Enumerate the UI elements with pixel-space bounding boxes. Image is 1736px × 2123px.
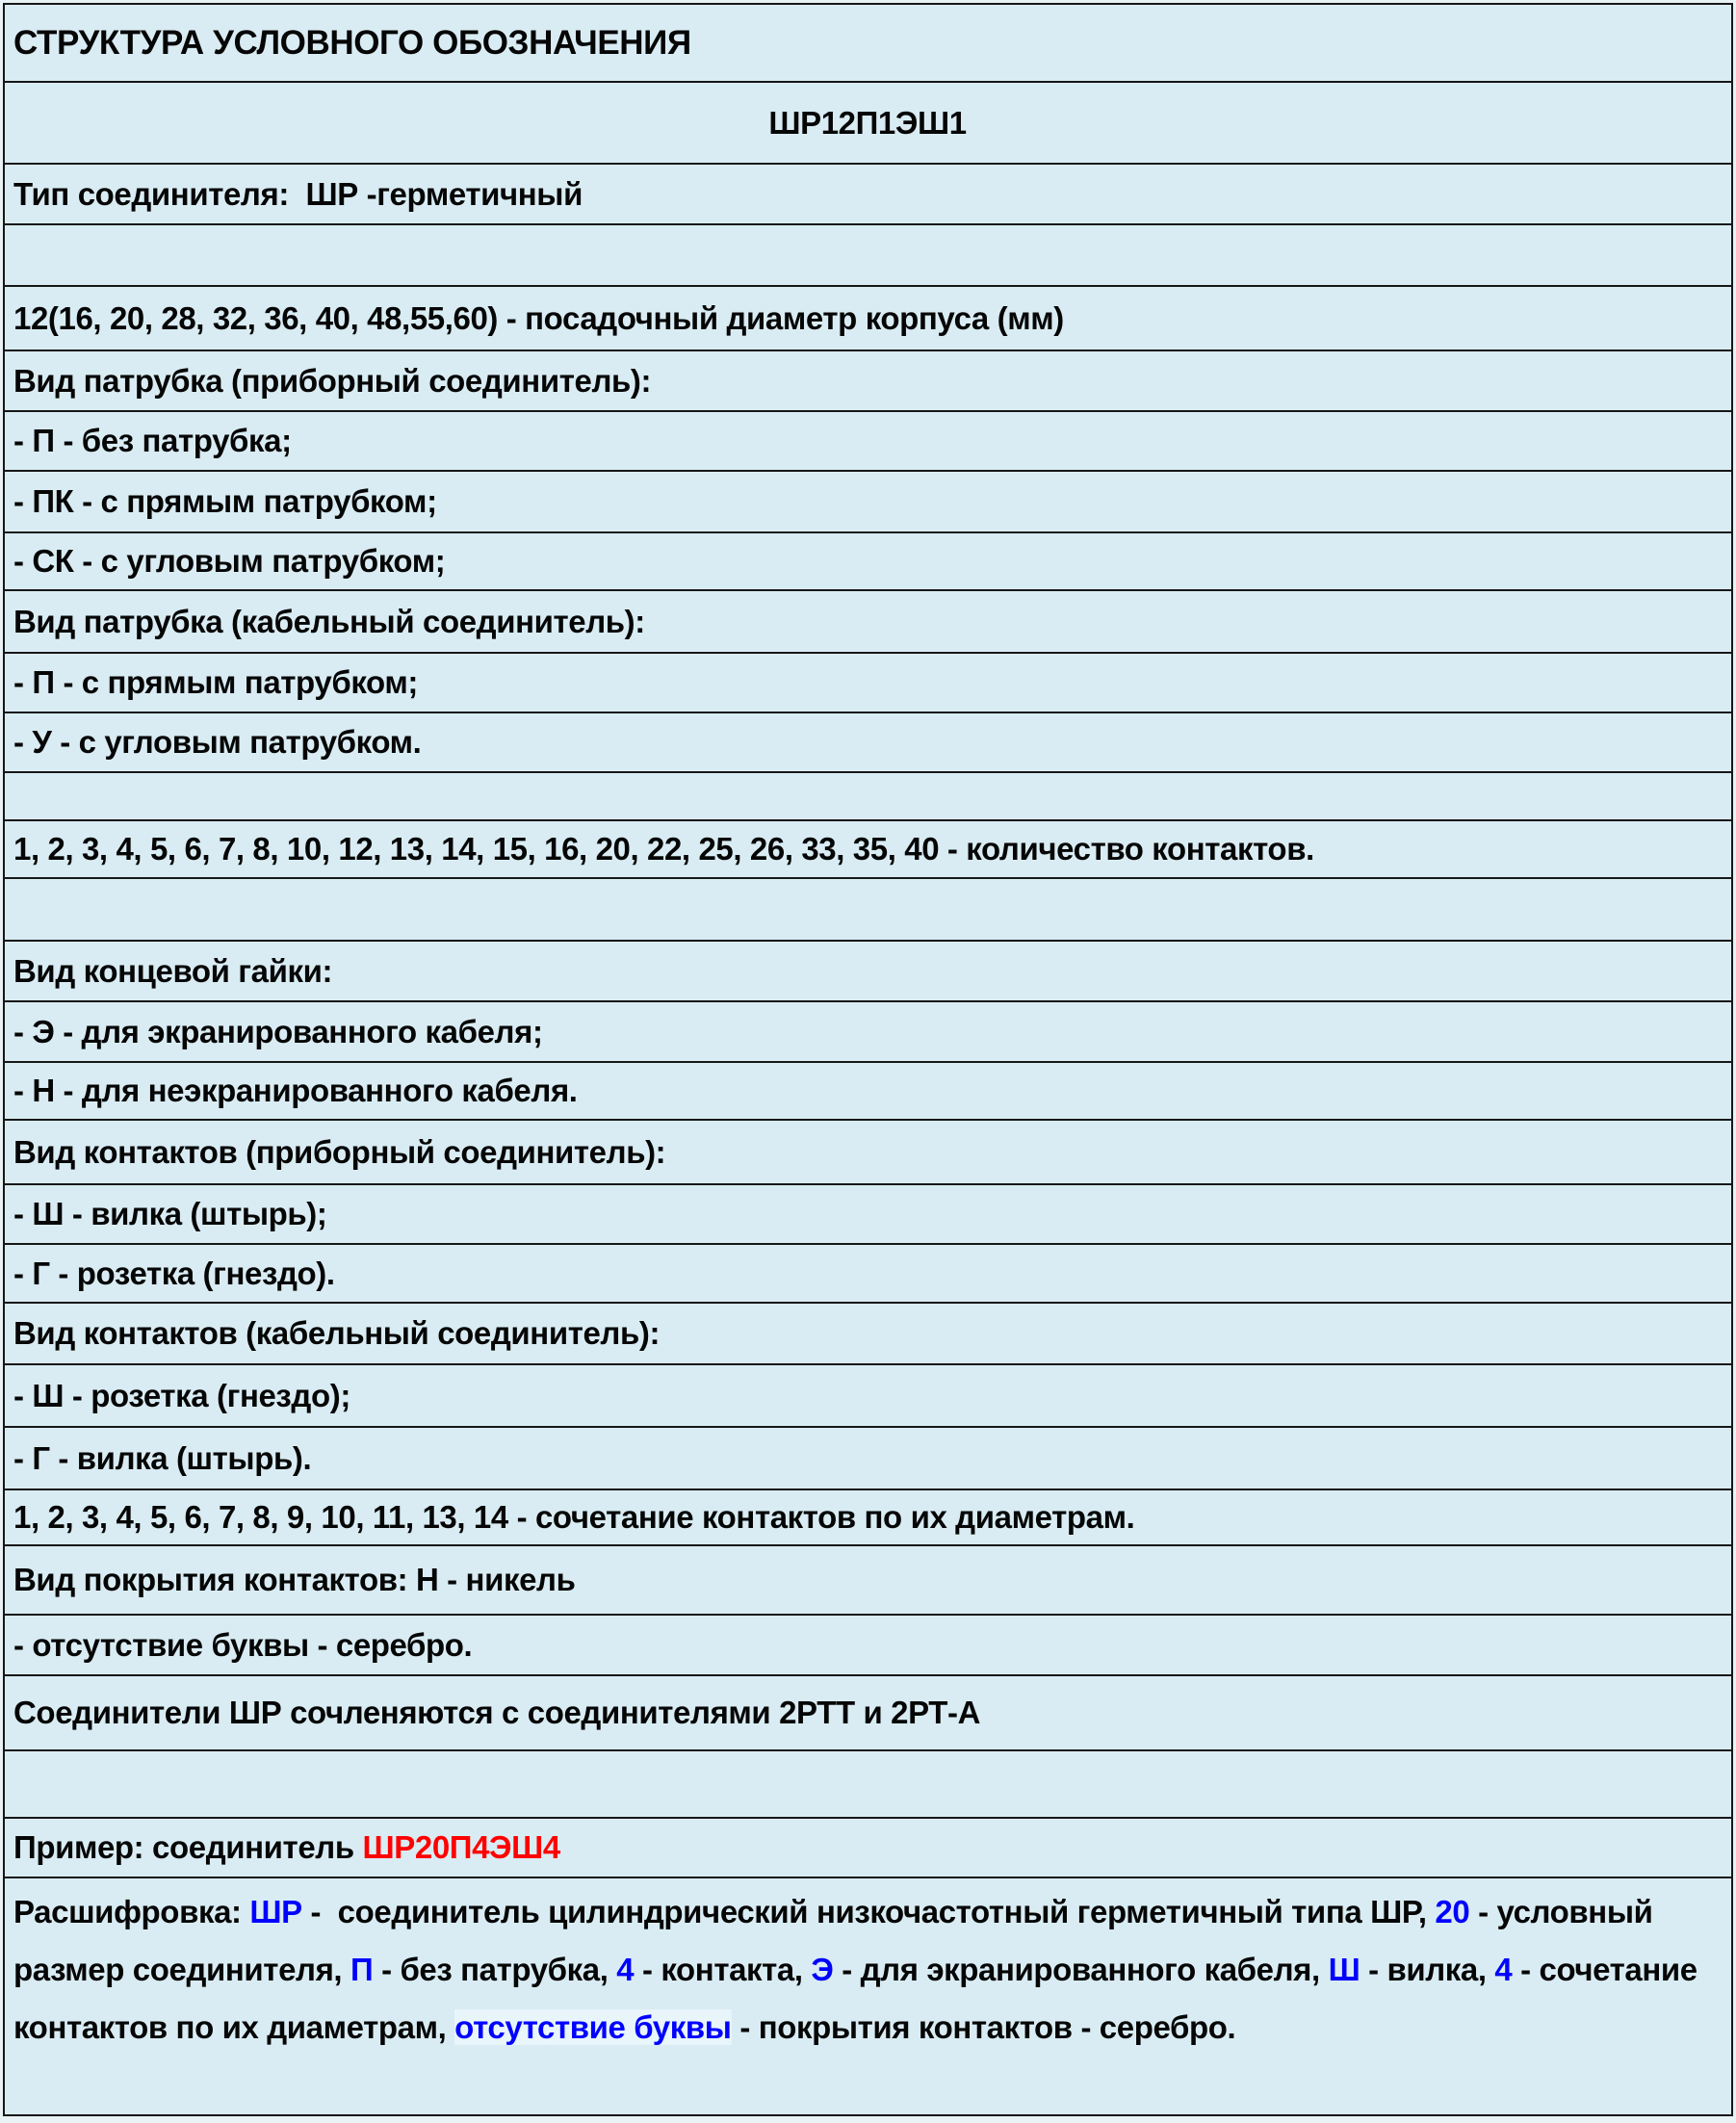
row-text-segment: отсутствие буквы	[454, 2009, 732, 2045]
contacts-type-cable-header-row	[5, 1304, 1731, 1365]
spacer-row	[5, 225, 1731, 287]
end-nut-header-row	[5, 942, 1731, 1002]
pipe-option-p-row	[5, 412, 1731, 472]
row-text-segment: ШР20П4ЭШ4	[362, 1829, 560, 1865]
row-text-segment: - условный размер соединителя,	[13, 1894, 1662, 1987]
plating-absence-row	[5, 1616, 1731, 1676]
pipe-type-instrument-header-row	[5, 351, 1731, 412]
row-text-segment: 4	[1494, 1952, 1513, 1987]
row-text-segment: Вид патрубка (кабельный соединитель):	[13, 603, 645, 639]
row-text-segment: Вид покрытия контактов: Н - никель	[13, 1562, 576, 1597]
spacer-row	[5, 1751, 1731, 1819]
row-text-segment: - отсутствие буквы - серебро.	[13, 1626, 473, 1663]
row-text-segment: - Г - розетка (гнездо).	[13, 1255, 335, 1291]
end-nut-option-n-row	[5, 1063, 1731, 1121]
designation-code-row	[5, 83, 1731, 165]
end-nut-option-e-row	[5, 1002, 1731, 1063]
spacer-row	[5, 773, 1731, 821]
row-text-segment: - Ш - розетка (гнездо);	[13, 1377, 350, 1413]
row-text-segment: 4	[616, 1952, 635, 1987]
pipe-option-sk-row	[5, 533, 1731, 591]
contact-count-row	[5, 821, 1731, 879]
contact-combination-row	[5, 1490, 1731, 1546]
row-text-segment: Вид патрубка (приборный соединитель):	[13, 362, 652, 399]
pipe-type-cable-header-row	[5, 591, 1731, 654]
row-text-segment: - соединитель цилиндрический низкочастотный герметичный типа ШР,	[301, 1894, 1436, 1929]
row-text-segment: - ПК - с прямым патрубком;	[13, 483, 437, 519]
row-text-segment: 12(16, 20, 28, 32, 36, 40, 48,55,60) - посадочный диаметр корпуса (мм)	[13, 299, 1064, 336]
row-text-segment: - контакта,	[634, 1952, 812, 1987]
row-text-segment: - сочетание контактов по их диаметрам,	[13, 1952, 1706, 2045]
row-text-segment: - без патрубка,	[373, 1952, 617, 1987]
contacts-type-instrument-header-row	[5, 1121, 1731, 1185]
row-text-segment: Э	[811, 1952, 834, 1987]
row-text-segment: - Ш - вилка (штырь);	[13, 1196, 327, 1231]
row-text-segment: Вид контактов (кабельный соединитель):	[13, 1315, 661, 1351]
row-text-segment: - Н - для неэкранированного кабеля.	[13, 1073, 578, 1108]
row-text-segment: 1, 2, 3, 4, 5, 6, 7, 8, 10, 12, 13, 14, 15, 16, 20, 22, 25, 26, 33, 35, 40 - количество контактов.	[13, 831, 1314, 867]
row-text-segment: Ш	[1328, 1952, 1360, 1987]
row-text-segment: - покрытия контактов - серебро.	[731, 2009, 1236, 2045]
contacts-option-sh-row	[5, 1185, 1731, 1245]
spacer-row	[5, 879, 1731, 942]
decoding-row	[5, 1878, 1731, 2116]
cable-contacts-option-sh-row	[5, 1365, 1731, 1428]
row-text-segment: - П - с прямым патрубком;	[13, 664, 418, 700]
row-text-segment: ШР	[249, 1894, 302, 1929]
row-text-segment: - У - с угловым патрубком.	[13, 724, 422, 760]
row-text-segment: Пример: соединитель	[13, 1829, 363, 1865]
contacts-option-g-row	[5, 1245, 1731, 1304]
row-text-segment: - Г - вилка (штырь).	[13, 1439, 312, 1476]
body-diameter-row	[5, 287, 1731, 351]
mating-info-row	[5, 1676, 1731, 1751]
row-text-segment: Тип соединителя: ШР -герметичный	[13, 175, 583, 212]
row-text-segment: П	[350, 1952, 374, 1987]
row-text-segment: Вид контактов (приборный соединитель):	[13, 1133, 666, 1170]
title-row	[5, 5, 1731, 83]
row-text-segment: 20	[1435, 1894, 1470, 1929]
row-text-segment: - Э - для экранированного кабеля;	[13, 1013, 543, 1049]
pipe-option-pk-row	[5, 472, 1731, 533]
row-text-segment: Вид концевой гайки:	[13, 952, 333, 989]
row-text-segment: 1, 2, 3, 4, 5, 6, 7, 8, 9, 10, 11, 13, 14 - сочетание контактов по их диаметрам.	[13, 1499, 1135, 1535]
row-text-segment: Расшифровка:	[13, 1894, 250, 1929]
row-text-segment: - вилка,	[1360, 1952, 1495, 1987]
row-text-segment: - СК - с угловым патрубком;	[13, 543, 446, 579]
cable-pipe-option-u-row	[5, 713, 1731, 773]
cable-pipe-option-p-row	[5, 654, 1731, 713]
row-text-segment: - П - без патрубка;	[13, 423, 292, 458]
connector-type-row	[5, 165, 1731, 225]
example-row	[5, 1819, 1731, 1878]
row-text-segment: Соединители ШР сочленяются с соединителями 2РТТ и 2РТ-А	[13, 1695, 981, 1730]
designation-structure-table	[3, 3, 1733, 2116]
row-text-segment: СТРУКТУРА УСЛОВНОГО ОБОЗНАЧЕНИЯ	[13, 23, 691, 62]
contact-plating-row	[5, 1546, 1731, 1616]
cable-contacts-option-g-row	[5, 1428, 1731, 1490]
row-text-segment: - для экранированного кабеля,	[833, 1952, 1329, 1987]
row-text-segment: ШР12П1ЭШ1	[768, 104, 967, 141]
